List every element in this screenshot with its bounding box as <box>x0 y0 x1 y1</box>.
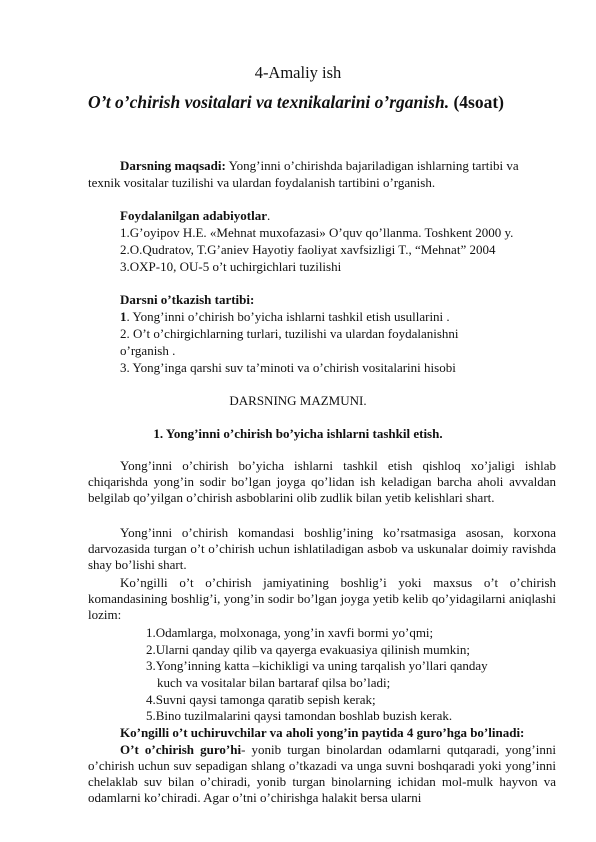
list-item-5: 5.Bino tuzilmalarini qaysi tamondan boshlab buzish kerak. <box>146 708 453 723</box>
literature-item-3: 3.OXP-10, OU-5 o’t uchirgichlari tuzilishi <box>120 259 342 274</box>
group-text: - yonib turgan binolardan odamlarni qutqaradi, yong’inni o’chirish uchun suv sepadigan shlang o’tkazadi va unga suvni boshqaradi yoki yong’inni chelaklab suv bilan o’chiradi, yonib turgan binolarning ichidan mol-mulk hayvon va odamlarni ko’chiradi. Agar o’tni o’chirishga halakit bersa ularni <box>88 742 556 805</box>
literature-item-1: 1.G’oyipov H.E. «Mehnat muxofazasi» O’quv qo’llanma. Toshkent 2000 y. <box>120 225 514 240</box>
order-item-1-text: . Yong’inni o’chirish bo’yicha ishlarni tashkil etish usullarini . <box>126 309 450 324</box>
content-title-text: DARSNING MAZMUNI. <box>229 393 367 408</box>
order-item-3: 3. Yong’inga qarshi suv ta’minoti va o’chirish vositalarini hisobi <box>120 360 456 375</box>
aim-line-2: texnik vositalar tuzilishi va ulardan foydalanish tartibini o’rganish. <box>88 175 436 190</box>
content-title <box>0 393 596 409</box>
topic-hours: (4soat) <box>453 92 504 112</box>
topic-heading <box>88 92 504 113</box>
section-1-heading <box>0 426 596 442</box>
group-paragraph <box>88 742 556 806</box>
list-item-3b: kuch va vositalar bilan bartaraf qilsa bo’ladi; <box>157 675 391 690</box>
literature-label: Foydalanilgan adabiyotlar <box>120 208 267 223</box>
order-item-2b: o’rganish . <box>120 343 176 358</box>
order-label: Darsni o’tkazish tartibi: <box>120 292 255 307</box>
paragraph-2: Yong’inni o’chirish komandasi boshlig’ining ko’rsatmasiga asosan, korxona darvozasida turgan o’t o’chirish uchun ishlatiladigan asbob va uskunalar doimiy ravishda shay bo’lishi shart. <box>88 525 556 572</box>
order-item-2a: 2. O’t o’chirgichlarning turlari, tuzilishi va ulardan foydalanishni <box>120 326 459 341</box>
group-label: O’t o’chirish guro’hi <box>120 742 242 757</box>
list-item-4: 4.Suvni qaysi tamonga qaratib sepish kerak; <box>146 692 376 707</box>
aim-label: Darsning maqsadi: <box>120 158 226 173</box>
literature-dot: . <box>267 208 271 223</box>
list-item-3a: 3.Yong’inning katta –kichikligi va uning tarqalish yo’llari qanday <box>146 658 488 673</box>
literature-item-2: 2.O.Qudratov, T.G’aniev Hayotiy faoliyat xavfsizligi T., “Mehnat” 2004 <box>120 242 496 257</box>
paragraph-1: Yong’inni o’chirish bo’yicha ishlarni tashkil etish qishloq xo’jaligi ishlab chiqarishda yong’in sodir bo’lgan joyga qo’lidan ish keladigan barcha aholi avvaldan belgilab qo’yilgan o’chirish asboblarini olib zudlik bilan yetib kelishlari shart. <box>88 458 556 505</box>
topic-heading-text: O’t o’chirish vositalari va texnikalarini o’rganish. <box>88 92 450 112</box>
list-item-2: 2.Ularni qanday qilib va qayerga evakuasiya qilinish mumkin; <box>146 642 470 657</box>
paragraph-3: Ko’ngilli o’t o’chirish jamiyatining boshlig’i yoki maxsus o’t o’chirish komandasining boshlig’i, yong’in sodir bo’lgan joyga yetib kelib qo’yidagilarni aniqlashi lozim: <box>88 575 556 622</box>
order-item-1 <box>120 309 450 325</box>
literature-label-line <box>120 208 270 224</box>
aim-text-1: Yong’inni o’chirishda bajariladigan ishlarning tartibi va <box>225 158 519 173</box>
section-1-heading-text: 1. Yong’inni o’chirish bo’yicha ishlarni tashkil etish. <box>153 426 443 441</box>
aim-line-1 <box>120 158 519 174</box>
order-item-1-num: 1 <box>120 309 127 324</box>
list-item-1: 1.Odamlarga, molxonaga, yong’in xavfi bormi yo’qmi; <box>146 625 434 640</box>
page-title: 4-Amaliy ish <box>254 63 342 82</box>
groups-bold-line: Ko’ngilli o’t uchiruvchilar va aholi yong’in paytida 4 guro’hga bo’linadi: <box>120 725 525 740</box>
